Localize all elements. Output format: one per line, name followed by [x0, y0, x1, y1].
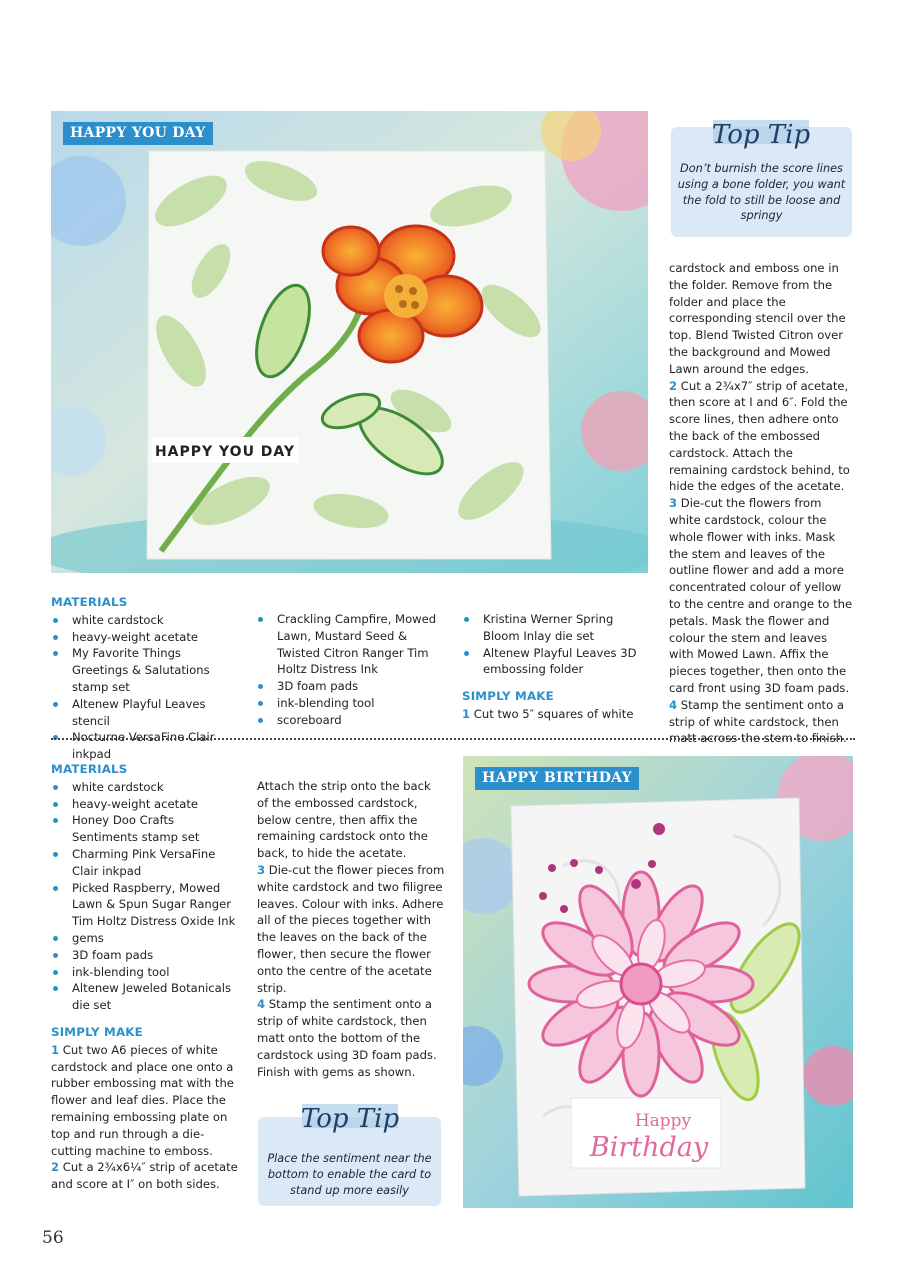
material-item: scoreboard [256, 712, 446, 729]
happy-you-day-label: HAPPY YOU DAY [63, 122, 213, 145]
step-number: 4 [257, 997, 266, 1012]
top-step-1 [462, 706, 652, 723]
material-item: Charming Pink VersaFine Clair inkpad [51, 846, 241, 880]
top-tip-title: Top Tip [711, 120, 811, 150]
top-tip-title-art [671, 113, 852, 151]
bottom-step-2 [51, 1159, 241, 1193]
material-item: Altenew Jeweled Botanicals die set [51, 980, 241, 1014]
top-tip-text: Don’t burnish the score lines using a bone folder, you want the fold to still be loose and springy [677, 162, 846, 223]
step-text: Cut a 2¾x6¼″ strip of acetate and score at I″ on both sides. [51, 1160, 238, 1192]
section-divider [51, 738, 855, 740]
top-step-1-continued: cardstock and emboss one in the folder. Remove from the folder and place the corresponding stencil over the top. Blend Twisted Citron over the background and Mowed Lawn around the edges. [669, 261, 846, 376]
card-sentiment-happy: Happy [634, 1111, 692, 1131]
material-item: white cardstock [51, 779, 241, 796]
material-item: Crackling Campfire, Mowed Lawn, Mustard Seed & Twisted Citron Ranger Tim Holtz Distress Ink [256, 611, 446, 678]
top-tip-title-art [258, 1095, 441, 1135]
top-materials-col2 [256, 611, 446, 729]
step-number: 3 [669, 496, 678, 511]
step-text: Die-cut the flower pieces from white cardstock and two filigree leaves. Colour with inks. Adhere all of the pieces together with the leaves on the back of the flower, then secure the flower onto the centre of the acetate strip. [257, 862, 445, 995]
material-item: ink-blending tool [51, 964, 241, 981]
step-text: Cut two A6 pieces of white cardstock and place one onto a rubber embossing mat with the flower and leaf dies. Place the remaining embossing plate on top and run through a die-cutting machine to emboss. [51, 1042, 234, 1158]
bottom-step-2-continued: Attach the strip onto the back of the embossed cardstock, below centre, then affix the remaining cardstock onto the back, to hide the acetate. [257, 779, 431, 861]
bottom-materials-heading: MATERIALS [51, 762, 128, 776]
step-number: 4 [669, 697, 678, 712]
step-number: 1 [462, 706, 471, 721]
material-item: gems [51, 930, 241, 947]
material-item: 3D foam pads [256, 678, 446, 695]
top-tip-title: Top Tip [300, 1104, 400, 1134]
happy-you-day-photo [51, 111, 648, 573]
happy-birthday-photo [463, 756, 853, 1208]
bottom-simply-make-heading: SIMPLY MAKE [51, 1024, 143, 1039]
top-tip-box [671, 120, 852, 237]
material-item: 3D foam pads [51, 947, 241, 964]
happy-you-day-card-image [51, 111, 648, 573]
top-step-3 [669, 495, 855, 697]
material-item: Altenew Playful Leaves stencil [51, 696, 239, 730]
top-steps-column [669, 260, 855, 747]
material-item: Honey Doo Crafts Sentiments stamp set [51, 812, 241, 846]
bottom-materials-column [51, 761, 241, 1193]
top-tip-text: Place the sentiment near the bottom to enable the card to stand up more easily [267, 1152, 432, 1197]
bottom-step-4 [257, 996, 445, 1080]
top-step-2 [669, 378, 855, 496]
bottom-step-1 [51, 1042, 241, 1160]
top-tip-box [258, 1104, 441, 1206]
material-item: heavy-weight acetate [51, 796, 241, 813]
material-item: Nocturne VersaFine Clair inkpad [51, 729, 239, 763]
material-item: ink-blending tool [256, 695, 446, 712]
card-sentiment-happy-you-day: HAPPY YOU DAY [154, 444, 296, 460]
material-item: heavy-weight acetate [51, 629, 239, 646]
material-item: Kristina Werner Spring Bloom Inlay die set [462, 611, 652, 645]
step-number: 2 [669, 378, 678, 393]
happy-birthday-label: HAPPY BIRTHDAY [475, 767, 639, 790]
material-item: Picked Raspberry, Mowed Lawn & Spun Sugar Ranger Tim Holtz Distress Oxide Ink [51, 880, 241, 930]
step-text: Die-cut the flowers from white cardstock, colour the whole flower with inks. Mask the stem and leaves of the outline flower and add a more concentrated colour of yellow to the centre and orange to the petals. Mask the flower and colour the stem and leaves with Mowed Lawn. Affix the pieces together, then onto the card front using 3D foam pads. [669, 496, 853, 695]
material-item: Altenew Playful Leaves 3D embossing folder [462, 645, 652, 679]
page-number: 56 [42, 1228, 64, 1248]
step-text: Cut a 2¾x7″ strip of acetate, then score at I and 6″. Fold the score lines, then adhere onto the back of the embossed cardstock. Attach the remaining cardstock behind, to hide the edges of the acetate. [669, 378, 850, 494]
bottom-steps-column [257, 778, 445, 1080]
bottom-step-3 [257, 862, 445, 996]
step-number: 1 [51, 1042, 60, 1057]
material-item: My Favorite Things Greetings & Salutations stamp set [51, 645, 239, 695]
happy-birthday-card-image [463, 756, 853, 1208]
step-number: 2 [51, 1160, 60, 1175]
top-materials-col3 [462, 611, 652, 723]
card-sentiment-birthday: Birthday [589, 1132, 709, 1163]
step-text: Stamp the sentiment onto a strip of white cardstock, then matt across the stem to finish. [669, 697, 847, 746]
top-simply-make-heading: SIMPLY MAKE [462, 689, 554, 704]
step-number: 3 [257, 862, 266, 877]
material-item: white cardstock [51, 612, 239, 629]
top-materials-heading: MATERIALS [51, 595, 128, 609]
step-text: Stamp the sentiment onto a strip of white cardstock, then matt onto the bottom of the cardstock using 3D foam pads. Finish with gems as shown. [257, 997, 437, 1079]
step-text: Cut two 5″ squares of white [473, 706, 634, 721]
